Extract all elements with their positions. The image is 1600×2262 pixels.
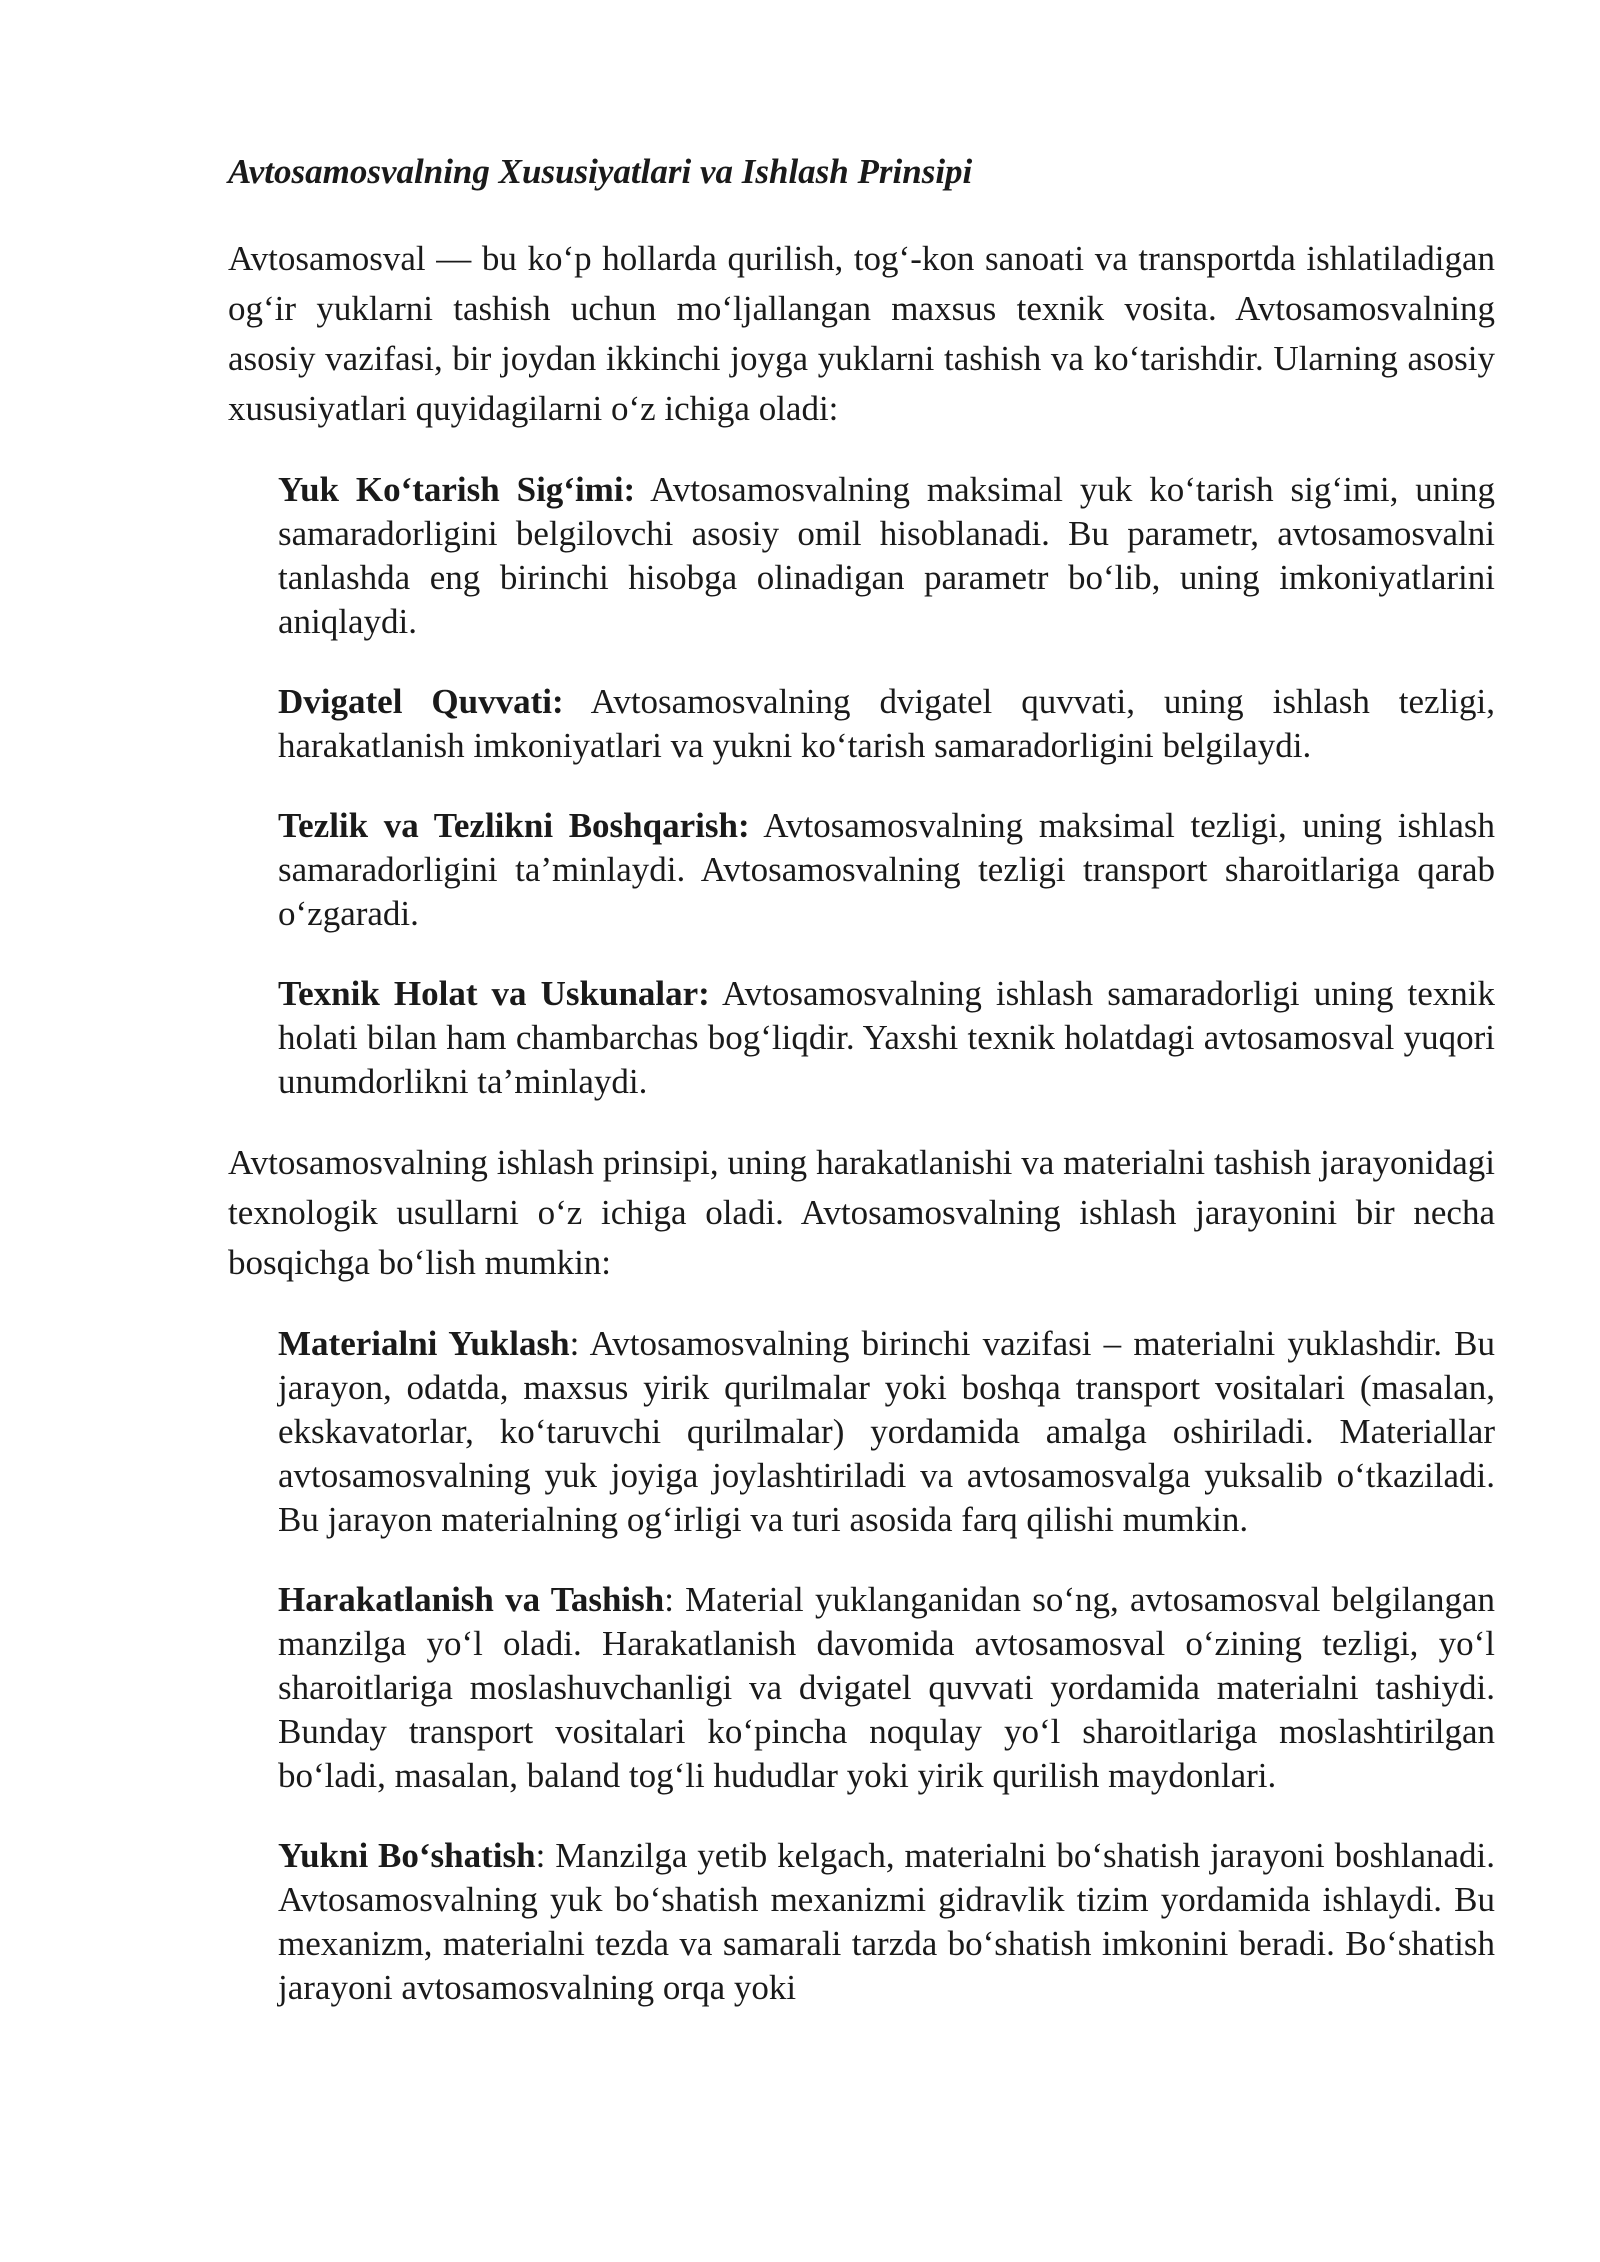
stage-term: Yukni Bo‘shatish bbox=[278, 1836, 536, 1875]
feature-term: Yuk Ko‘tarish Sig‘imi: bbox=[278, 470, 636, 509]
feature-item bbox=[278, 468, 1495, 644]
feature-item bbox=[278, 804, 1495, 936]
intro-paragraph: Avtosamosval — bu ko‘p hollarda qurilish, tog‘-kon sanoati va transportda ishlatiladigan og‘ir yuklarni tashish uchun mo‘ljallangan maxsus texnik vosita. Avtosamosvalning asosiy vazifasi, bir joydan ikkinchi joyga yuklarni tashish va ko‘tarishdir. Ularning asosiy xususiyatlari quyidagilarni o‘z ichiga oladi: bbox=[228, 239, 1495, 428]
feature-text: Avtosamosvalning maksimal yuk ko‘tarish sig‘imi, uning samaradorligini belgilovchi asosiy omil hisoblanadi. Bu parametr, avtosamosvalni tanlashda eng birinchi hisobga olinadigan parametr bo‘lib, uning imkoniyatlarini aniqlaydi. bbox=[278, 470, 1495, 641]
stage-item bbox=[278, 1578, 1495, 1798]
principle-paragraph: Avtosamosvalning ishlash prinsipi, uning harakatlanishi va materialni tashish jarayonidagi texnologik usullarni o‘z ichiga oladi. Avtosamosvalning ishlash jarayonini bir necha bosqichga bo‘lish mumkin: bbox=[228, 1143, 1495, 1282]
stage-text: : Avtosamosvalning birinchi vazifasi – materialni yuklashdir. Bu jarayon, odatda, maxsus yirik qurilmalar yoki boshqa transport vositalari (masalan, ekskavatorlar, ko‘taruvchi qurilmalar) yordamida amalga oshiriladi. Materiallar avtosamosvalning yuk joyiga joylashtiriladi va avtosamosvalga yuksalib o‘tkaziladi. Bu jarayon materialning og‘irligi va turi asosida farq qilishi mumkin. bbox=[278, 1324, 1496, 1539]
stage-text: : Material yuklanganidan so‘ng, avtosamosval belgilangan manzilga yo‘l oladi. Harakatlanish davomida avtosamosval o‘zining tezligi, yo‘l sharoitlariga moslashuvchanligi va dvigatel quvvati yordamida materialni tashiydi. Bunday transport vositalari ko‘pincha noqulay yo‘l sharoitlariga moslashtirilgan bo‘ladi, masalan, baland tog‘li hududlar yoki yirik qurilish maydonlari. bbox=[278, 1580, 1495, 1795]
stage-item bbox=[278, 1322, 1495, 1542]
stage-text: : Manzilga yetib kelgach, materialni bo‘shatish jarayoni boshlanadi. Avtosamosvalning yuk bo‘shatish mexanizmi gidravlik tizim yordamida ishlaydi. Bu mexanizm, materialni tezda va samarali tarzda bo‘shatish imkonini beradi. Bo‘shatish jarayoni avtosamosvalning orqa yoki bbox=[278, 1836, 1495, 2007]
stage-term: Harakatlanish va Tashish bbox=[278, 1580, 665, 1619]
feature-text: Avtosamosvalning ishlash samaradorligi uning texnik holati bilan ham chambarchas bog‘liqdir. Yaxshi texnik holatdagi avtosamosval yuqori unumdorlikni ta’minlaydi. bbox=[278, 974, 1495, 1101]
feature-item bbox=[278, 972, 1495, 1104]
stage-term: Materialni Yuklash bbox=[278, 1324, 570, 1363]
document-title: Avtosamosvalning Xususiyatlari va Ishlash Prinsipi bbox=[228, 152, 973, 191]
feature-text: Avtosamosvalning dvigatel quvvati, uning ishlash tezligi, harakatlanish imkoniyatlari va yukni ko‘tarish samaradorligini belgilaydi. bbox=[278, 682, 1496, 765]
feature-text: Avtosamosvalning maksimal tezligi, uning ishlash samaradorligini ta’minlaydi. Avtosamosvalning tezligi transport sharoitlariga qarab o‘zgaradi. bbox=[278, 806, 1495, 933]
stages-list bbox=[278, 1322, 1495, 2010]
document-page bbox=[228, 148, 1495, 2044]
feature-term: Texnik Holat va Uskunalar: bbox=[278, 974, 710, 1013]
feature-term: Tezlik va Tezlikni Boshqarish: bbox=[278, 806, 750, 845]
feature-item bbox=[278, 680, 1495, 768]
feature-term: Dvigatel Quvvati: bbox=[278, 682, 564, 721]
stage-item bbox=[278, 1834, 1495, 2010]
features-list bbox=[278, 468, 1495, 1104]
